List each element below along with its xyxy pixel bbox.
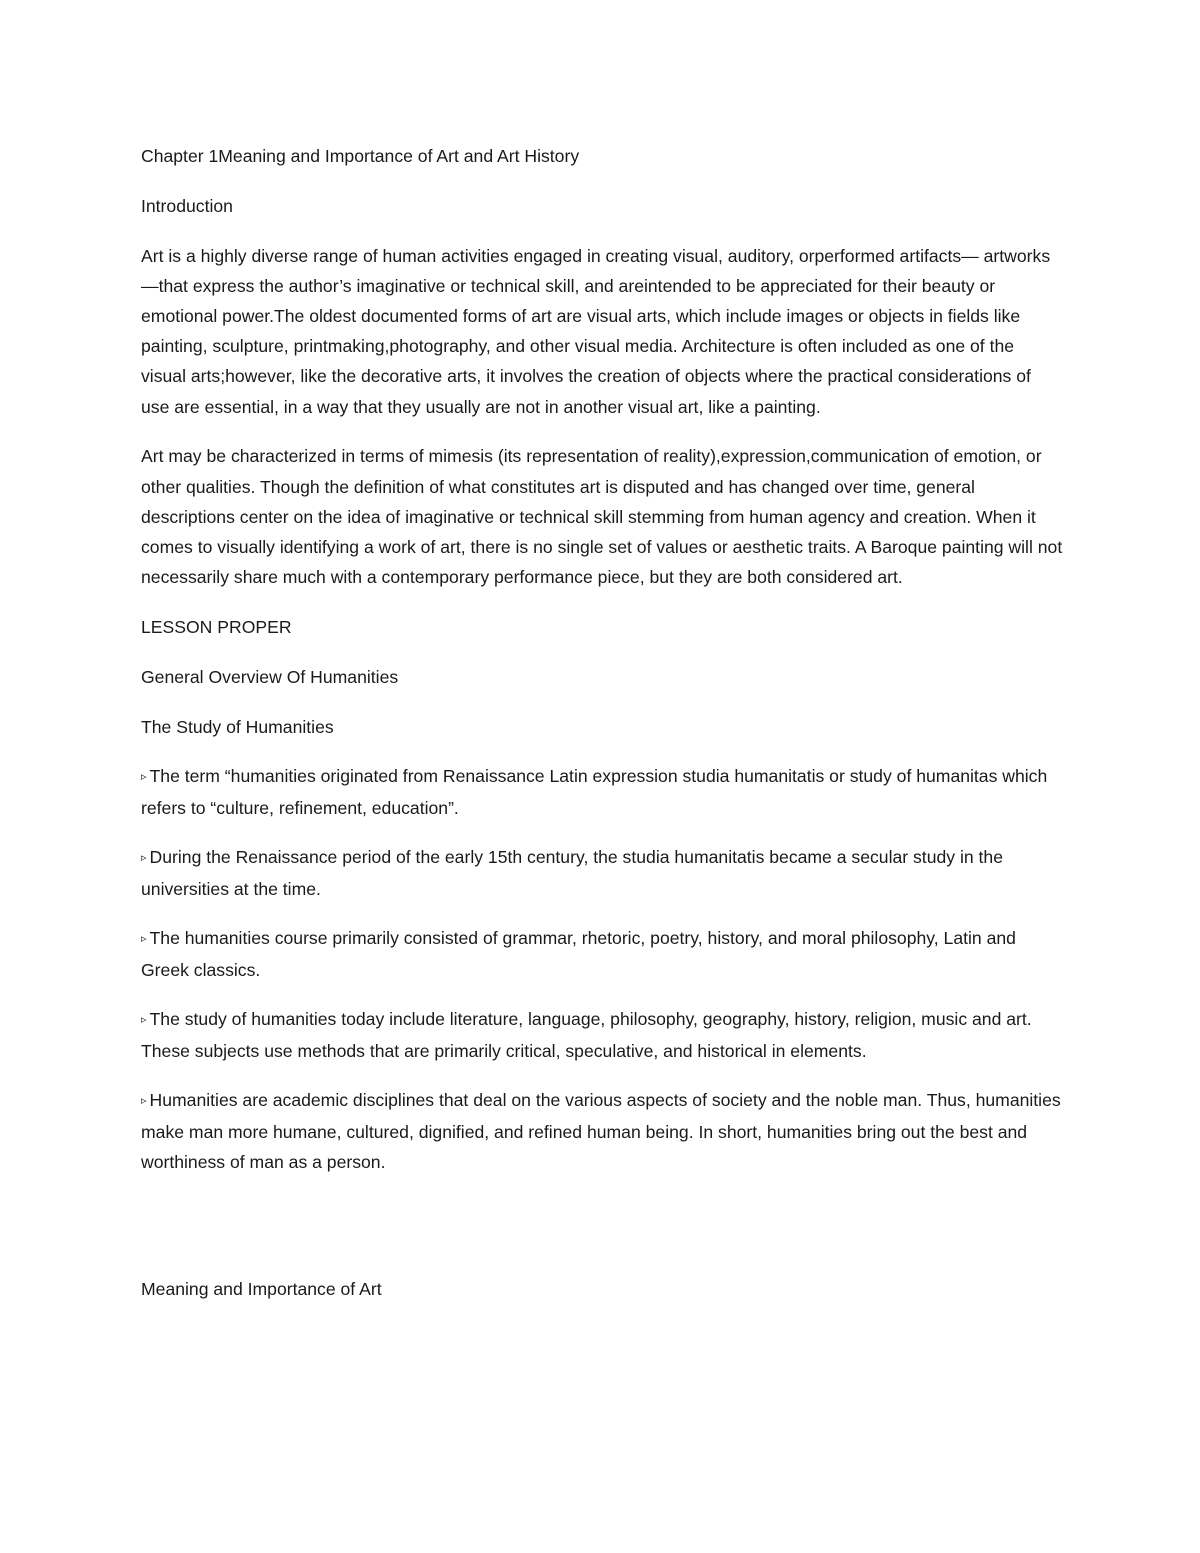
bullet-item — [141, 1004, 1063, 1065]
bullet-item — [141, 842, 1063, 903]
chapter-title: Chapter 1Meaning and Importance of Art and Art History — [141, 146, 580, 166]
study-of-humanities-heading: The Study of Humanities — [141, 716, 334, 737]
intro-paragraph-1: Art is a highly diverse range of human activities engaged in creating visual, auditory, orperformed artifacts— artworks—that express the author’s imaginative or technical skill, and areintended to be appreciated for their beauty or emotional power.The oldest documented forms of art are visual arts, which include images or objects in fields like painting, sculpture, printmaking,photography, and other visual media. Architecture is often included as one of the visual arts;however, like the decorative arts, it involves the creation of objects where the practical considerations of use are essential, in a way that they usually are not in another visual art, like a painting. — [141, 245, 1051, 417]
bullet-triangle-icon: ▹ — [141, 933, 147, 946]
bullet-item — [141, 1085, 1063, 1177]
bullet-text: The term “humanities originated from Renaissance Latin expression studia humanitatis or study of humanitas which refers to “culture, refinement, education”. — [141, 766, 1048, 818]
bullet-triangle-icon: ▹ — [141, 852, 147, 865]
bullet-text: During the Renaissance period of the early 15th century, the studia humanitatis became a secular study in the universities at the time. — [141, 847, 1003, 899]
bullet-text: The study of humanities today include literature, language, philosophy, geography, history, religion, music and art. These subjects use methods that are primarily critical, speculative, and historical in elements. — [141, 1009, 1032, 1061]
bullet-item — [141, 761, 1063, 822]
section-spacer — [141, 1197, 1063, 1274]
bullet-item — [141, 923, 1063, 984]
bullet-text: Humanities are academic disciplines that deal on the various aspects of society and the noble man. Thus, humanities make man more humane, cultured, dignified, and refined human being. In short, humanities bring out the best and worthiness of man as a person. — [141, 1090, 1061, 1172]
bullet-triangle-icon: ▹ — [141, 1014, 147, 1027]
general-overview-heading: General Overview Of Humanities — [141, 666, 399, 687]
bullet-triangle-icon: ▹ — [141, 771, 147, 784]
intro-paragraph-2: Art may be characterized in terms of mimesis (its representation of reality),expression,communication of emotion, or other qualities. Though the definition of what constitutes art is disputed and has changed over time, general descriptions center on the idea of imaginative or technical skill stemming from human agency and creation. When it comes to visually identifying a work of art, there is no single set of values or aesthetic traits. A Baroque painting will not necessarily share much with a contemporary performance piece, but they are both considered art. — [141, 446, 1063, 588]
lesson-proper-heading: LESSON PROPER — [141, 617, 292, 638]
bullet-text: The humanities course primarily consisted of grammar, rhetoric, poetry, history, and moral philosophy, Latin and Greek classics. — [141, 928, 1016, 980]
document-body — [141, 141, 1063, 1323]
bullet-triangle-icon: ▹ — [141, 1095, 147, 1108]
introduction-heading: Introduction — [141, 195, 233, 216]
meaning-importance-heading: Meaning and Importance of Art — [141, 1278, 382, 1299]
